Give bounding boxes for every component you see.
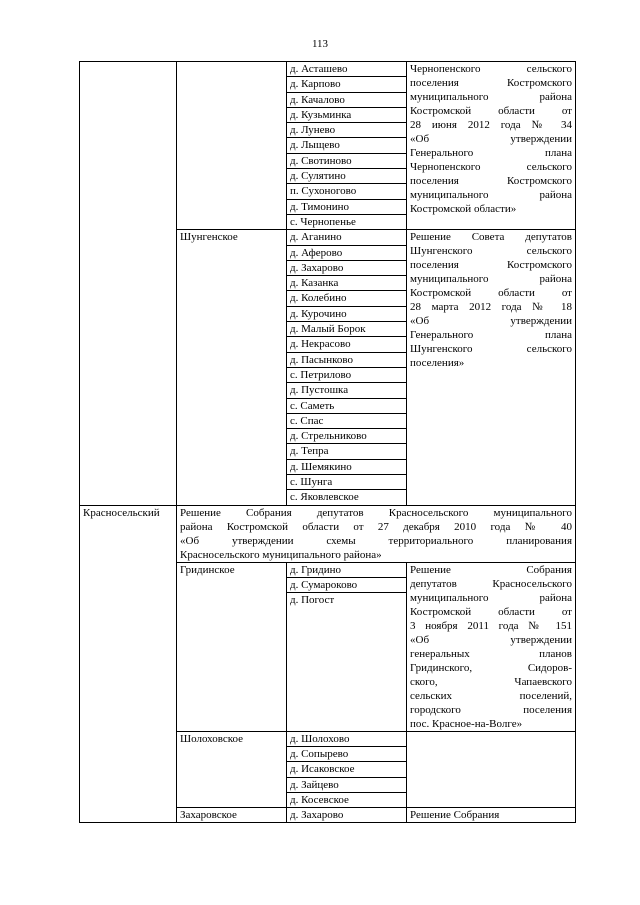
village-name: д. Гридино bbox=[290, 563, 342, 576]
decision-line: Шунгенского сельского bbox=[410, 343, 572, 356]
decision-line: Красносельского муниципального района» bbox=[180, 548, 382, 561]
village-name: с. Яковлевское bbox=[287, 489, 406, 504]
village-name: д. Лунево bbox=[287, 122, 406, 137]
decision-line: поселения Костромского bbox=[410, 175, 572, 187]
decision-line: Костромской области от bbox=[410, 287, 572, 300]
village-name: д. Захарово bbox=[290, 809, 344, 822]
village-name: д. Сопырево bbox=[287, 746, 406, 761]
village-name: п. Сухоногово bbox=[287, 183, 406, 198]
district-cell bbox=[80, 62, 177, 506]
settlements-table bbox=[79, 61, 576, 823]
village-name: д. Аферово bbox=[287, 245, 406, 260]
village-name: с. Чернопенье bbox=[287, 214, 406, 229]
district-cell: Красносельский bbox=[80, 505, 177, 823]
village-name: д. Курочино bbox=[287, 306, 406, 321]
village-name: д. Тепра bbox=[287, 443, 406, 458]
settlement-cell bbox=[177, 62, 287, 230]
decision-cell bbox=[407, 808, 576, 823]
villages-cell bbox=[287, 62, 407, 230]
village-name: д. Погост bbox=[287, 592, 406, 607]
decision-line: муниципального района bbox=[410, 591, 572, 604]
village-name: д. Стрельниково bbox=[287, 428, 406, 443]
decision-line: «Об утверждении bbox=[410, 633, 572, 646]
decision-line: Чернопенского сельского bbox=[410, 63, 572, 75]
decision-line: ского, Чапаевского bbox=[410, 675, 572, 688]
decision-line: района Костромской области от 27 декабря 2010 года № 40 bbox=[180, 520, 572, 533]
district-decision-cell bbox=[177, 505, 576, 562]
decision-line: генеральных планов bbox=[410, 647, 572, 660]
decision-line: муниципального района bbox=[410, 189, 572, 201]
village-name: д. Сулятино bbox=[287, 168, 406, 183]
village-name: д. Некрасово bbox=[287, 336, 406, 351]
decision-line: Генерального плана bbox=[410, 147, 572, 159]
decision-line: пос. Красное-на-Волге» bbox=[410, 717, 523, 730]
village-name: д. Косевское bbox=[287, 792, 406, 807]
village-name: д. Шемякино bbox=[287, 459, 406, 474]
settlement-cell: Шунгенское bbox=[177, 230, 287, 505]
decision-cell bbox=[407, 62, 576, 230]
decision-cell bbox=[407, 562, 576, 731]
villages-cell bbox=[287, 808, 407, 823]
village-name: с. Петрилово bbox=[287, 367, 406, 382]
village-name: д. Колебино bbox=[287, 290, 406, 305]
village-name: с. Саметь bbox=[287, 398, 406, 413]
table-row bbox=[80, 62, 576, 230]
village-name: д. Захарово bbox=[287, 260, 406, 275]
village-name: д. Аганино bbox=[290, 231, 342, 244]
village-name: д. Малый Борок bbox=[287, 321, 406, 336]
decision-line: поселения» bbox=[410, 357, 465, 370]
village-name: д. Исаковское bbox=[287, 761, 406, 776]
village-name: д. Пустошка bbox=[287, 382, 406, 397]
village-name: д. Свотиново bbox=[287, 153, 406, 168]
village-name: д. Шолохово bbox=[290, 732, 350, 745]
decision-cell bbox=[407, 230, 576, 505]
villages-cell bbox=[287, 230, 407, 505]
village-name: д. Качалово bbox=[287, 92, 406, 107]
decision-line: Шунгенского сельского bbox=[410, 245, 572, 258]
decision-line: «Об утверждении bbox=[410, 133, 572, 145]
decision-line: поселения Костромского bbox=[410, 259, 572, 272]
decision-line: депутатов Красносельского bbox=[410, 577, 572, 590]
village-name: д. Зайцево bbox=[287, 777, 406, 792]
decision-line: Костромской области» bbox=[410, 203, 517, 215]
decision-line: Генерального плана bbox=[410, 329, 572, 342]
villages-cell bbox=[287, 731, 407, 807]
decision-line: Костромской области от bbox=[410, 105, 572, 117]
decision-line: Чернопенского сельского bbox=[410, 161, 572, 173]
decision-line: сельских поселений, bbox=[410, 689, 572, 702]
decision-line: муниципального района bbox=[410, 273, 572, 286]
village-name: д. Асташево bbox=[290, 63, 348, 75]
village-name: д. Карпово bbox=[287, 76, 406, 91]
village-name: д. Лыщево bbox=[287, 137, 406, 152]
page-number: 113 bbox=[311, 38, 329, 50]
village-name: с. Шунга bbox=[287, 474, 406, 489]
villages-cell bbox=[287, 562, 407, 731]
village-name: д. Пасынково bbox=[287, 352, 406, 367]
decision-line: «Об утверждении bbox=[410, 315, 572, 328]
decision-line: Решение Собрания bbox=[410, 563, 572, 576]
decision-line: поселения Костромского bbox=[410, 77, 572, 89]
decision-cell bbox=[407, 731, 576, 807]
settlement-cell: Захаровское bbox=[177, 808, 287, 823]
decision-line: 28 марта 2012 года № 18 bbox=[410, 301, 572, 314]
decision-line: «Об утверждении схемы территориального планирования bbox=[180, 534, 572, 547]
decision-line: городского поселения bbox=[410, 703, 572, 716]
decision-line: 3 ноября 2011 года № 151 bbox=[410, 619, 572, 632]
decision-line: Гридинского, Сидоров- bbox=[410, 661, 572, 674]
village-name: д. Тимонино bbox=[287, 199, 406, 214]
table-row bbox=[80, 505, 576, 562]
village-name: д. Кузьминка bbox=[287, 107, 406, 122]
settlement-cell: Гридинское bbox=[177, 562, 287, 731]
decision-line: Костромской области от bbox=[410, 605, 572, 618]
decision-line: Решение Собрания депутатов Красносельского муниципального bbox=[180, 506, 572, 519]
decision-line: муниципального района bbox=[410, 91, 572, 103]
village-name: д. Сумароково bbox=[287, 577, 406, 592]
decision-line: 28 июня 2012 года № 34 bbox=[410, 119, 572, 131]
settlement-cell: Шолоховское bbox=[177, 731, 287, 807]
decision-line: Решение Совета депутатов bbox=[410, 231, 572, 244]
village-name: д. Казанка bbox=[287, 275, 406, 290]
village-name: с. Спас bbox=[287, 413, 406, 428]
decision-line: Решение Собрания bbox=[410, 809, 500, 822]
